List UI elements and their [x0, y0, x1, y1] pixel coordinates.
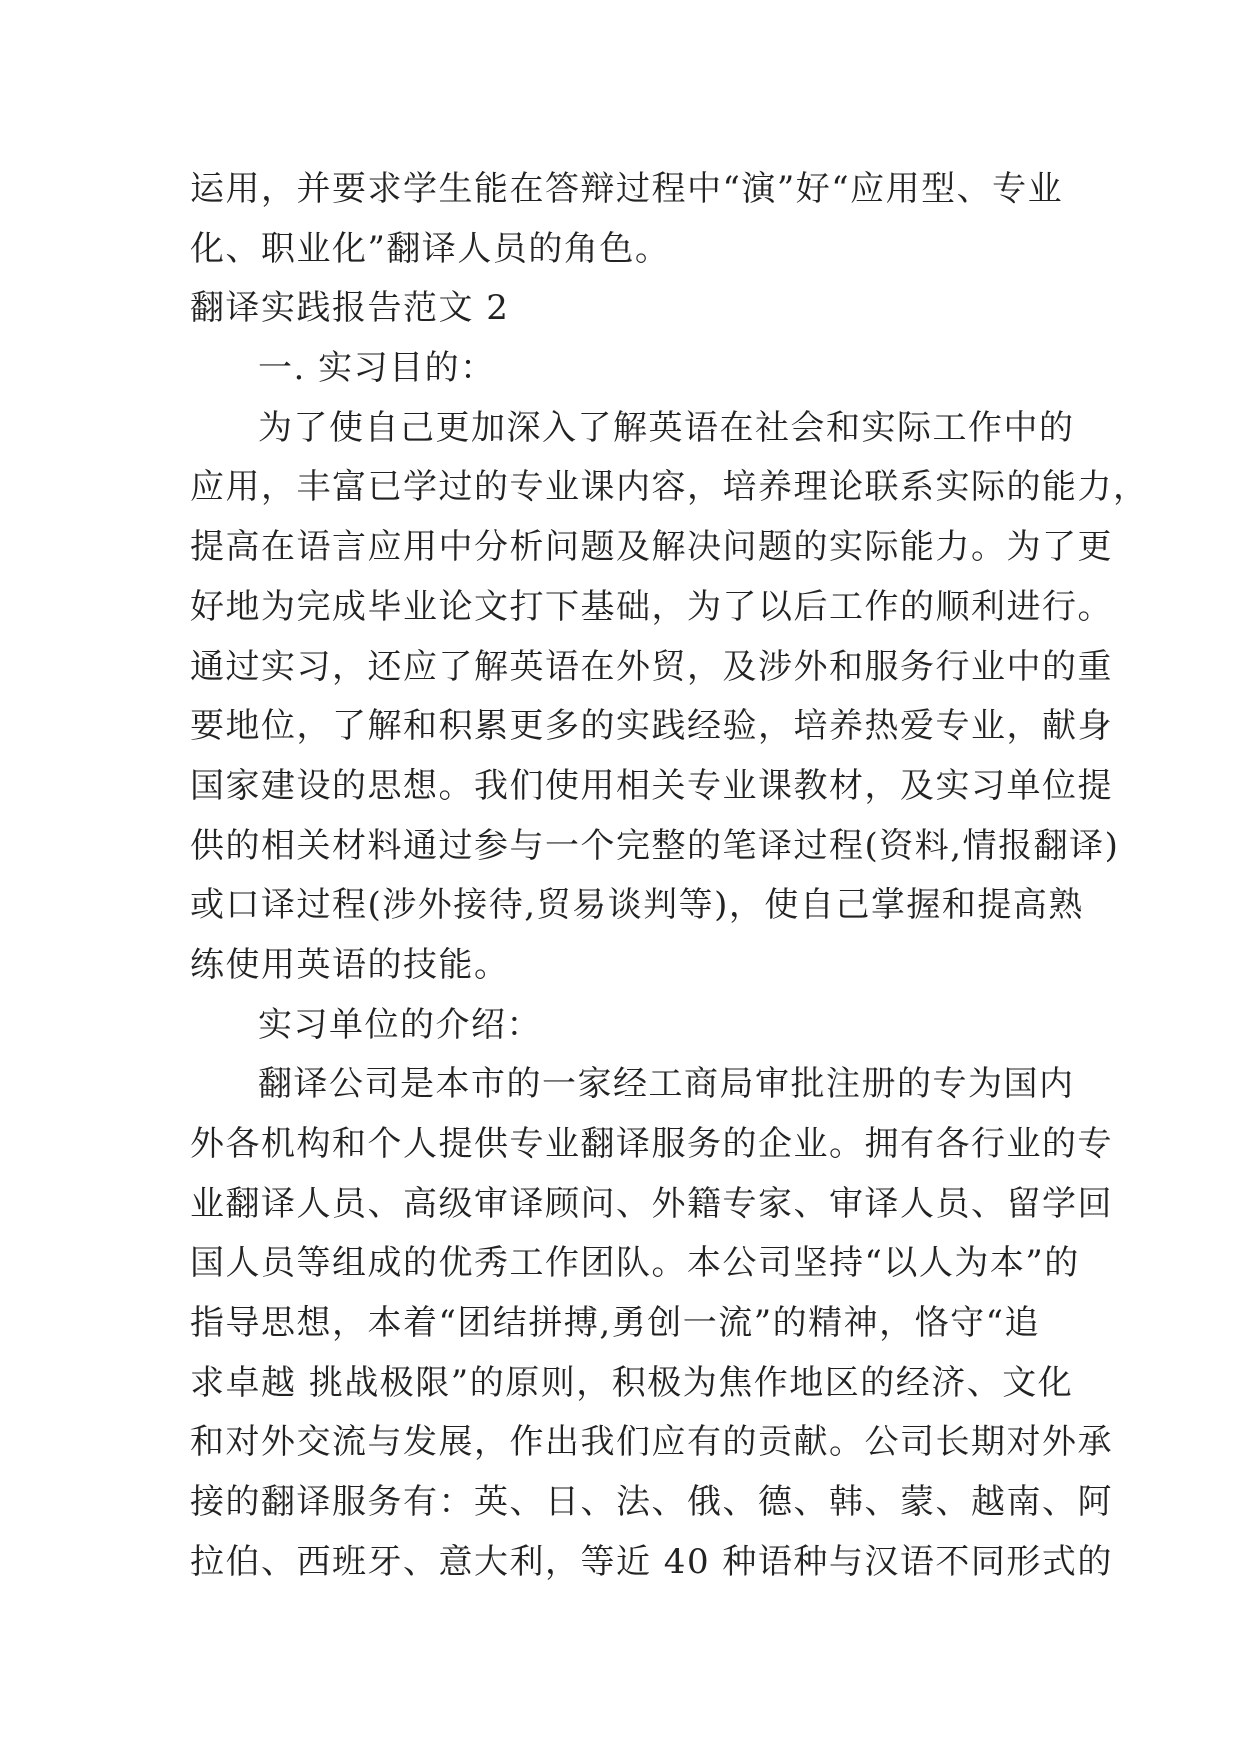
text-line: 好地为完成毕业论文打下基础，为了以后工作的顺利进行。: [190, 586, 1113, 627]
text-line: 或口译过程(涉外接待,贸易谈判等)，使自己掌握和提高熟: [190, 885, 1084, 926]
text-line: 为了使自己更加深入了解英语在社会和实际工作中的: [258, 407, 1075, 448]
subsection-heading: 一. 实习目的：: [258, 348, 496, 389]
text-line: 和对外交流与发展，作出我们应有的贡献。公司长期对外承: [190, 1422, 1113, 1463]
text-line: 翻译公司是本市的一家经工商局审批注册的专为国内: [258, 1064, 1075, 1105]
document-body: [190, 160, 1149, 1593]
text-line: 化、职业化”翻译人员的角色。: [190, 228, 671, 269]
text-line: 运用，并要求学生能在答辩过程中“演”好“应用型、专业: [190, 169, 1064, 209]
text-line: 接的翻译服务有：英、日、法、俄、德、韩、蒙、越南、阿: [190, 1482, 1113, 1523]
text-line: 应用，丰富已学过的专业课内容，培养理论联系实际的能力，: [190, 467, 1149, 508]
section-heading: 翻译实践报告范文 2: [190, 288, 510, 329]
text-line: 练使用英语的技能。: [190, 944, 510, 985]
text-line: 国家建设的思想。我们使用相关专业课教材，及实习单位提: [190, 765, 1113, 806]
text-line: 通过实习，还应了解英语在外贸，及涉外和服务行业中的重: [190, 646, 1113, 687]
text-line: 拉伯、西班牙、意大利，等近 40 种语种与汉语不同形式的: [190, 1541, 1113, 1582]
text-line: 业翻译人员、高级审译顾问、外籍专家、审译人员、留学回: [190, 1183, 1113, 1224]
subsection-heading: 实习单位的介绍：: [258, 1004, 542, 1045]
text-line: 国人员等组成的优秀工作团队。本公司坚持“以人为本”的: [190, 1243, 1080, 1284]
text-line: 要地位，了解和积累更多的实践经验，培养热爱专业，献身: [190, 706, 1113, 747]
text-line: 外各机构和个人提供专业翻译服务的企业。拥有各行业的专: [190, 1124, 1113, 1164]
text-line: 指导思想，本着“团结拼搏,勇创一流”的精神，恪守“追: [190, 1303, 1040, 1344]
text-line: 提高在语言应用中分析问题及解决问题的实际能力。为了更: [190, 527, 1113, 568]
text-line: 求卓越 挑战极限”的原则，积极为焦作地区的经济、文化: [190, 1362, 1074, 1403]
text-line: 供的相关材料通过参与一个完整的笔译过程(资料,情报翻译): [190, 825, 1120, 866]
